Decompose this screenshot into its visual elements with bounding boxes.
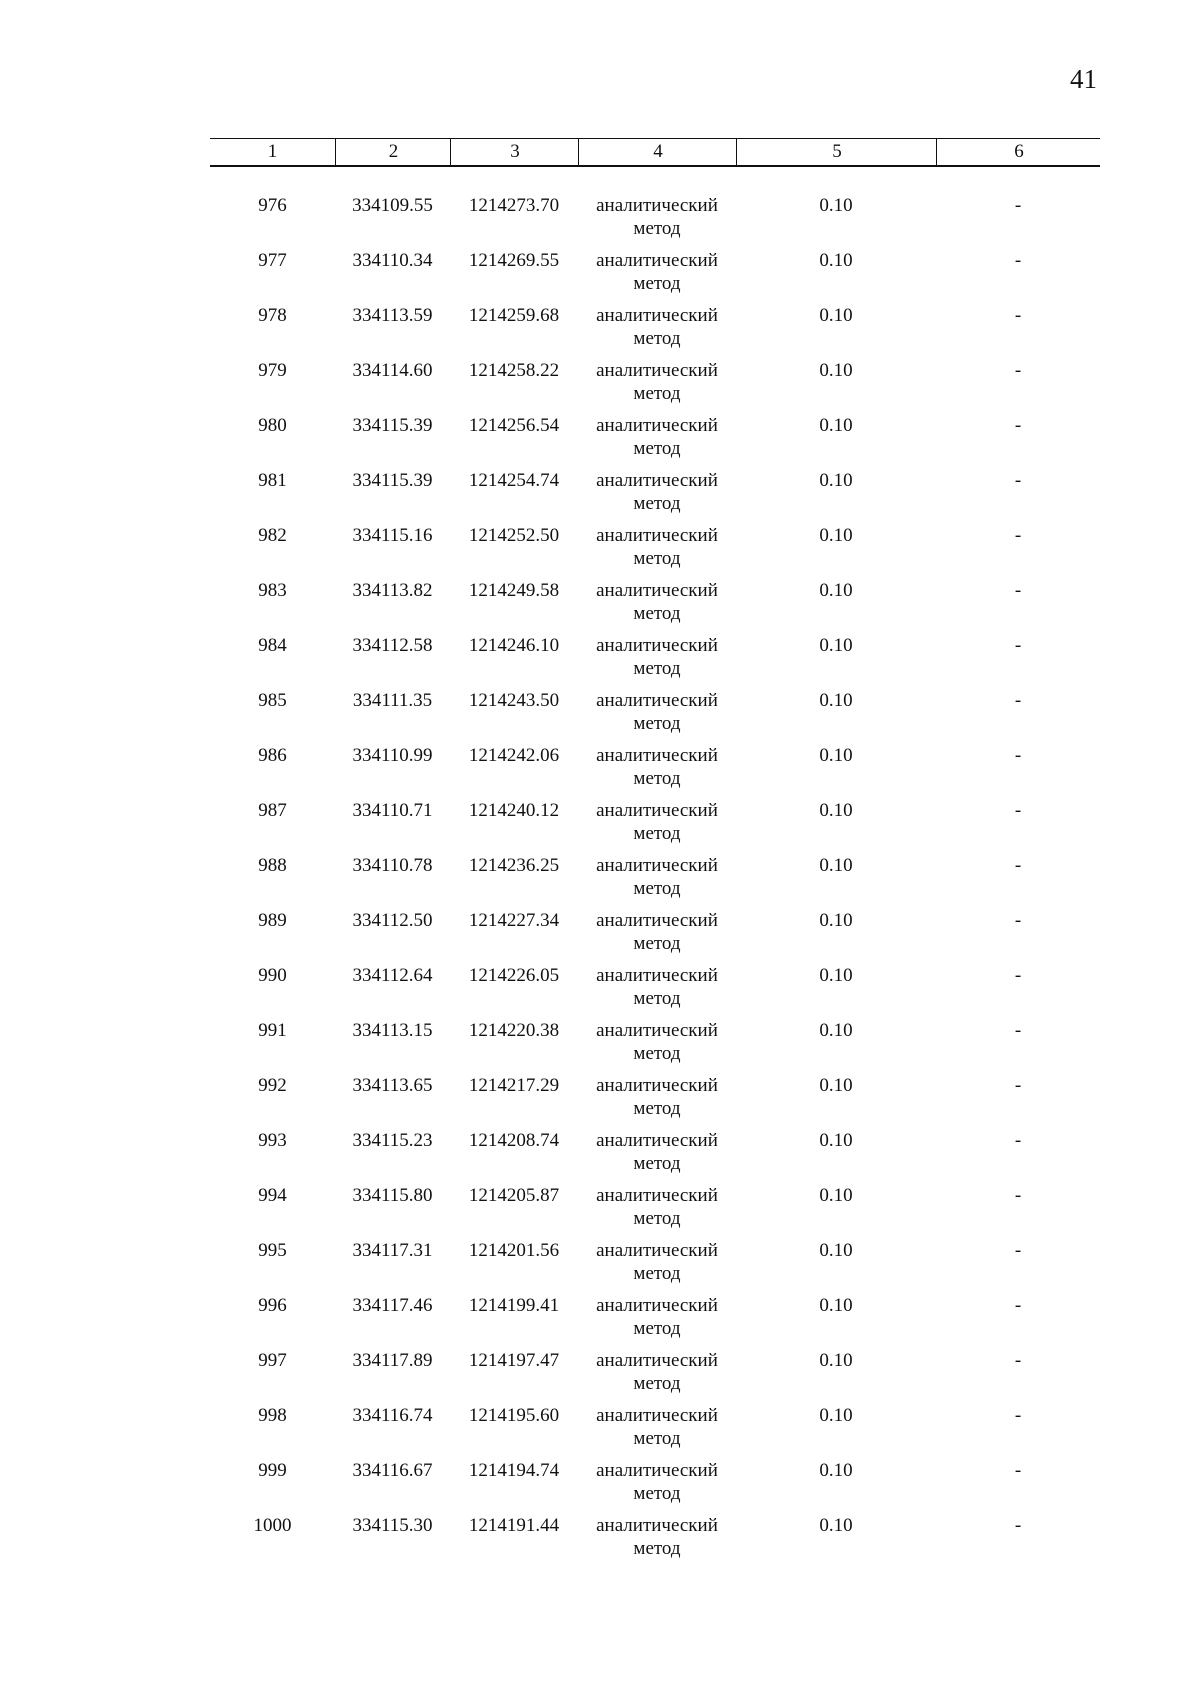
- table-row: [210, 359, 1100, 414]
- accuracy: 0.10: [819, 745, 853, 766]
- method: [578, 1074, 736, 1120]
- coord-y: 1214217.29: [468, 1075, 560, 1096]
- table-header-row: [210, 138, 1100, 167]
- coord-y: 1214199.41: [468, 1295, 560, 1316]
- note: -: [1014, 910, 1022, 931]
- method: [578, 1294, 736, 1340]
- method-line-2: метод: [633, 603, 681, 624]
- table-row: [210, 1459, 1100, 1514]
- method: [578, 194, 736, 240]
- method-line-2: метод: [633, 988, 681, 1009]
- method-line-1: аналитический: [596, 1240, 718, 1261]
- coord-x: 334115.80: [352, 1185, 433, 1206]
- coord-y: 1214220.38: [468, 1020, 560, 1041]
- coord-x: 334115.39: [352, 470, 433, 491]
- coord-y: 1214240.12: [468, 800, 560, 821]
- method-line-1: аналитический: [596, 855, 718, 876]
- accuracy: 0.10: [819, 360, 853, 381]
- table-row: [210, 579, 1100, 634]
- point-number: 981: [258, 470, 287, 491]
- method: [578, 799, 736, 845]
- coord-y: 1214226.05: [468, 965, 560, 986]
- method: [578, 1459, 736, 1505]
- method: [578, 964, 736, 1010]
- method-line-1: аналитический: [596, 525, 718, 546]
- method-line-2: метод: [633, 1373, 681, 1394]
- method-line-1: аналитический: [596, 1460, 718, 1481]
- method-line-2: метод: [633, 768, 681, 789]
- table-row: [210, 1514, 1100, 1569]
- note: -: [1014, 305, 1022, 326]
- accuracy: 0.10: [819, 1515, 853, 1536]
- method-line-1: аналитический: [596, 910, 718, 931]
- method-line-1: аналитический: [596, 1020, 718, 1041]
- method-line-1: аналитический: [596, 305, 718, 326]
- header-col-4: 4: [578, 139, 737, 165]
- method: [578, 1239, 736, 1285]
- coord-y: 1214208.74: [468, 1130, 560, 1151]
- table-row: [210, 634, 1100, 689]
- method: [578, 1019, 736, 1065]
- coord-x: 334110.78: [352, 855, 433, 876]
- method: [578, 1514, 736, 1560]
- point-number: 989: [258, 910, 287, 931]
- accuracy: 0.10: [819, 305, 853, 326]
- coord-y: 1214194.74: [468, 1460, 560, 1481]
- method: [578, 744, 736, 790]
- coord-x: 334115.39: [352, 415, 433, 436]
- method-line-2: метод: [633, 1538, 681, 1559]
- accuracy: 0.10: [819, 1240, 853, 1261]
- table-row: [210, 414, 1100, 469]
- method-line-2: метод: [633, 1428, 681, 1449]
- method-line-2: метод: [633, 493, 681, 514]
- note: -: [1014, 415, 1022, 436]
- method: [578, 854, 736, 900]
- point-number: 999: [258, 1460, 287, 1481]
- method-line-2: метод: [633, 218, 681, 239]
- method-line-2: метод: [633, 273, 681, 294]
- coordinates-table: [210, 138, 1100, 1559]
- accuracy: 0.10: [819, 855, 853, 876]
- coord-y: 1214259.68: [468, 305, 560, 326]
- coord-y: 1214242.06: [468, 745, 560, 766]
- accuracy: 0.10: [819, 1460, 853, 1481]
- method-line-2: метод: [633, 713, 681, 734]
- method-line-1: аналитический: [596, 1295, 718, 1316]
- accuracy: 0.10: [819, 910, 853, 931]
- table-row: [210, 1019, 1100, 1074]
- coord-y: 1214256.54: [468, 415, 560, 436]
- method: [578, 1404, 736, 1450]
- method-line-1: аналитический: [596, 195, 718, 216]
- method-line-1: аналитический: [596, 415, 718, 436]
- table-row: [210, 1404, 1100, 1459]
- method-line-1: аналитический: [596, 1350, 718, 1371]
- method: [578, 469, 736, 515]
- point-number: 988: [258, 855, 287, 876]
- coord-x: 334114.60: [352, 360, 433, 381]
- note: -: [1014, 855, 1022, 876]
- header-col-1: 1: [267, 141, 278, 162]
- point-number: 993: [258, 1130, 287, 1151]
- note: -: [1014, 1185, 1022, 1206]
- method-line-1: аналитический: [596, 580, 718, 601]
- point-number: 984: [258, 635, 287, 656]
- accuracy: 0.10: [819, 470, 853, 491]
- point-number: 994: [258, 1185, 287, 1206]
- header-col-2: 2: [335, 139, 451, 165]
- point-number: 985: [258, 690, 287, 711]
- point-number: 980: [258, 415, 287, 436]
- table-row: [210, 1184, 1100, 1239]
- accuracy: 0.10: [819, 690, 853, 711]
- point-number: 978: [258, 305, 287, 326]
- method-line-2: метод: [633, 1483, 681, 1504]
- note: -: [1014, 965, 1022, 986]
- method-line-1: аналитический: [596, 635, 718, 656]
- method-line-1: аналитический: [596, 1130, 718, 1151]
- point-number: 998: [258, 1405, 287, 1426]
- accuracy: 0.10: [819, 250, 853, 271]
- accuracy: 0.10: [819, 1020, 853, 1041]
- table-row: [210, 854, 1100, 909]
- point-number: 987: [258, 800, 287, 821]
- accuracy: 0.10: [819, 800, 853, 821]
- method: [578, 304, 736, 350]
- coord-y: 1214243.50: [468, 690, 560, 711]
- point-number: 1000: [253, 1515, 292, 1536]
- coord-y: 1214236.25: [468, 855, 560, 876]
- method-line-2: метод: [633, 1318, 681, 1339]
- coord-y: 1214258.22: [468, 360, 560, 381]
- coord-y: 1214249.58: [468, 580, 560, 601]
- method-line-1: аналитический: [596, 690, 718, 711]
- method-line-1: аналитический: [596, 1185, 718, 1206]
- coord-x: 334112.58: [352, 635, 433, 656]
- coord-x: 334113.82: [352, 580, 433, 601]
- method: [578, 249, 736, 295]
- note: -: [1014, 250, 1022, 271]
- coord-y: 1214227.34: [468, 910, 560, 931]
- method-line-1: аналитический: [596, 360, 718, 381]
- coord-y: 1214273.70: [468, 195, 560, 216]
- table-row: [210, 1294, 1100, 1349]
- method-line-2: метод: [633, 1043, 681, 1064]
- note: -: [1014, 470, 1022, 491]
- coord-x: 334116.74: [352, 1405, 433, 1426]
- header-col-5: 5: [736, 139, 937, 165]
- note: -: [1014, 635, 1022, 656]
- accuracy: 0.10: [819, 580, 853, 601]
- accuracy: 0.10: [819, 1350, 853, 1371]
- method-line-2: метод: [633, 438, 681, 459]
- method: [578, 689, 736, 735]
- note: -: [1014, 800, 1022, 821]
- accuracy: 0.10: [819, 635, 853, 656]
- coord-x: 334113.59: [352, 305, 433, 326]
- note: -: [1014, 1350, 1022, 1371]
- point-number: 992: [258, 1075, 287, 1096]
- point-number: 976: [258, 195, 287, 216]
- point-number: 977: [258, 250, 287, 271]
- method-line-1: аналитический: [596, 965, 718, 986]
- coord-y: 1214252.50: [468, 525, 560, 546]
- method: [578, 414, 736, 460]
- note: -: [1014, 1515, 1022, 1536]
- point-number: 996: [258, 1295, 287, 1316]
- note: -: [1014, 1075, 1022, 1096]
- method-line-2: метод: [633, 548, 681, 569]
- coord-y: 1214254.74: [468, 470, 560, 491]
- coord-x: 334109.55: [352, 195, 433, 216]
- point-number: 979: [258, 360, 287, 381]
- point-number: 982: [258, 525, 287, 546]
- coord-x: 334113.15: [352, 1020, 433, 1041]
- method-line-2: метод: [633, 383, 681, 404]
- method-line-2: метод: [633, 1208, 681, 1229]
- method: [578, 909, 736, 955]
- accuracy: 0.10: [819, 1130, 853, 1151]
- note: -: [1014, 1240, 1022, 1261]
- table-row: [210, 469, 1100, 524]
- note: -: [1014, 1130, 1022, 1151]
- table-row: [210, 249, 1100, 304]
- coord-y: 1214195.60: [468, 1405, 560, 1426]
- method-line-1: аналитический: [596, 1075, 718, 1096]
- method-line-1: аналитический: [596, 250, 718, 271]
- method-line-2: метод: [633, 878, 681, 899]
- accuracy: 0.10: [819, 1295, 853, 1316]
- coord-x: 334115.16: [352, 525, 433, 546]
- coord-x: 334113.65: [352, 1075, 433, 1096]
- note: -: [1014, 1020, 1022, 1041]
- method-line-1: аналитический: [596, 1515, 718, 1536]
- table-body: [210, 194, 1100, 1569]
- method: [578, 579, 736, 625]
- note: -: [1014, 690, 1022, 711]
- header-col-3: 3: [450, 139, 579, 165]
- table-row: [210, 964, 1100, 1019]
- table-row: [210, 744, 1100, 799]
- method: [578, 1129, 736, 1175]
- method-line-1: аналитический: [596, 745, 718, 766]
- accuracy: 0.10: [819, 1075, 853, 1096]
- coord-x: 334112.64: [352, 965, 433, 986]
- note: -: [1014, 1405, 1022, 1426]
- method-line-1: аналитический: [596, 470, 718, 491]
- coord-x: 334116.67: [352, 1460, 433, 1481]
- note: -: [1014, 195, 1022, 216]
- table-row: [210, 194, 1100, 249]
- header-col-6: 6: [936, 139, 1101, 165]
- method-line-2: метод: [633, 1263, 681, 1284]
- coord-x: 334110.99: [352, 745, 433, 766]
- method-line-2: метод: [633, 1153, 681, 1174]
- point-number: 983: [258, 580, 287, 601]
- method-line-1: аналитический: [596, 1405, 718, 1426]
- table-row: [210, 1349, 1100, 1404]
- point-number: 991: [258, 1020, 287, 1041]
- point-number: 997: [258, 1350, 287, 1371]
- table-row: [210, 1129, 1100, 1184]
- accuracy: 0.10: [819, 965, 853, 986]
- coord-x: 334110.71: [352, 800, 433, 821]
- table-row: [210, 689, 1100, 744]
- table-row: [210, 1074, 1100, 1129]
- note: -: [1014, 360, 1022, 381]
- coord-x: 334115.23: [352, 1130, 433, 1151]
- coord-y: 1214201.56: [468, 1240, 560, 1261]
- point-number: 986: [258, 745, 287, 766]
- accuracy: 0.10: [819, 195, 853, 216]
- coord-x: 334117.31: [352, 1240, 433, 1261]
- table-row: [210, 909, 1100, 964]
- table-row: [210, 1239, 1100, 1294]
- accuracy: 0.10: [819, 415, 853, 436]
- method-line-2: метод: [633, 823, 681, 844]
- note: -: [1014, 1460, 1022, 1481]
- accuracy: 0.10: [819, 525, 853, 546]
- point-number: 995: [258, 1240, 287, 1261]
- note: -: [1014, 1295, 1022, 1316]
- method: [578, 524, 736, 570]
- coord-x: 334115.30: [352, 1515, 433, 1536]
- method-line-2: метод: [633, 658, 681, 679]
- coord-y: 1214205.87: [468, 1185, 560, 1206]
- coord-x: 334117.89: [352, 1350, 433, 1371]
- accuracy: 0.10: [819, 1185, 853, 1206]
- note: -: [1014, 525, 1022, 546]
- coord-x: 334111.35: [352, 690, 433, 711]
- coord-x: 334112.50: [352, 910, 433, 931]
- page-number: 41: [1070, 64, 1097, 94]
- note: -: [1014, 580, 1022, 601]
- method: [578, 634, 736, 680]
- method: [578, 1184, 736, 1230]
- coord-y: 1214197.47: [468, 1350, 560, 1371]
- table-row: [210, 524, 1100, 579]
- method: [578, 359, 736, 405]
- method-line-1: аналитический: [596, 800, 718, 821]
- coord-x: 334117.46: [352, 1295, 433, 1316]
- method-line-2: метод: [633, 1098, 681, 1119]
- table-row: [210, 304, 1100, 359]
- method-line-2: метод: [633, 328, 681, 349]
- coord-y: 1214246.10: [468, 635, 560, 656]
- accuracy: 0.10: [819, 1405, 853, 1426]
- point-number: 990: [258, 965, 287, 986]
- table-row: [210, 799, 1100, 854]
- coord-y: 1214269.55: [468, 250, 560, 271]
- coord-x: 334110.34: [352, 250, 433, 271]
- method: [578, 1349, 736, 1395]
- coord-y: 1214191.44: [468, 1515, 560, 1536]
- method-line-2: метод: [633, 933, 681, 954]
- note: -: [1014, 745, 1022, 766]
